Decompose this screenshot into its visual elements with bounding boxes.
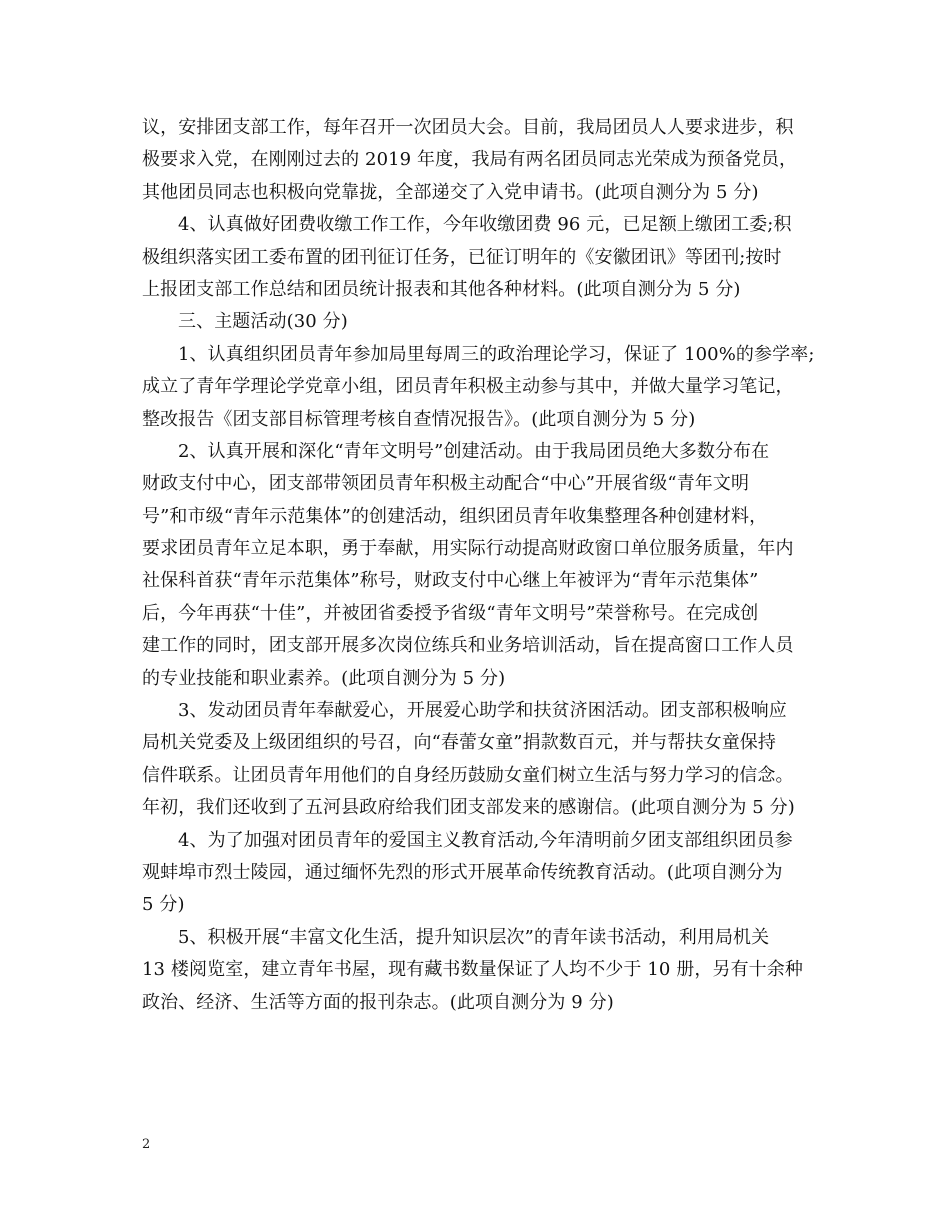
paragraph-line: 5 分) bbox=[142, 894, 185, 916]
paragraph-line: 极要求入党，在刚刚过去的 2019 年度，我局有两名团员同志光荣成为预备党员， bbox=[142, 149, 798, 171]
paragraph-line: 政治、经济、生活等方面的报刊杂志。(此项自测分为 9 分) bbox=[142, 991, 614, 1013]
paragraph-line: 整改报告《团支部目标管理考核自查情况报告》。(此项自测分为 5 分) bbox=[142, 408, 696, 430]
paragraph-line: 其他团员同志也积极向党靠拢，全部递交了入党申请书。(此项自测分为 5 分) bbox=[142, 181, 759, 203]
paragraph-line: 信件联系。让团员青年用他们的自身经历鼓励女童们树立生活与努力学习的信念。 bbox=[142, 764, 794, 786]
page-number: 2 bbox=[142, 1137, 151, 1152]
paragraph-line: 要求团员青年立足本职，勇于奉献，用实际行动提高财政窗口单位服务质量，年内 bbox=[142, 538, 794, 560]
paragraph-line: 后，今年再获“十佳”，并被团省委授予省级“青年文明号”荣誉称号。在完成创 bbox=[142, 602, 759, 624]
paragraph-line: 议，安排团支部工作，每年召开一次团员大会。目前，我局团员人人要求进步，积 bbox=[142, 117, 794, 138]
paragraph-line: 4、认真做好团费收缴工作工作，今年收缴团费 96 元，已足额上缴团工委;积 bbox=[178, 214, 792, 236]
document-body bbox=[142, 112, 815, 1019]
paragraph-line: 极组织落实团工委布置的团刊征订任务，已征订明年的《安徽团讯》等团刊;按时 bbox=[142, 246, 782, 268]
paragraph-line: 4、为了加强对团员青年的爱国主义教育活动,今年清明前夕团支部组织团员参 bbox=[178, 829, 793, 851]
paragraph-line: 建工作的同时，团支部开展多次岗位练兵和业务培训活动，旨在提高窗口工作人员 bbox=[142, 635, 794, 657]
paragraph-line: 号”和市级“青年示范集体”的创建活动，组织团员青年收集整理各种创建材料， bbox=[142, 505, 768, 527]
paragraph-line: 的专业技能和职业素养。(此项自测分为 5 分) bbox=[142, 667, 506, 689]
paragraph-line: 局机关党委及上级团组织的号召，向“春蕾女童”捐款数百元，并与帮扶女童保持 bbox=[142, 732, 777, 754]
paragraph-line: 上报团支部工作总结和团员统计报表和其他各种材料。(此项自测分为 5 分) bbox=[142, 278, 741, 300]
paragraph-line: 年初，我们还收到了五河县政府给我们团支部发来的感谢信。(此项自测分为 5 分) bbox=[142, 797, 795, 819]
paragraph-line: 观蚌埠市烈士陵园，通过缅怀先烈的形式开展革命传统教育活动。(此项自测分为 bbox=[142, 861, 783, 883]
paragraph-line: 1、认真组织团员青年参加局里每周三的政治理论学习，保证了 100%的参学率; bbox=[178, 343, 815, 365]
paragraph-line: 社保科首获“青年示范集体”称号，财政支付中心继上年被评为“青年示范集体” bbox=[142, 570, 759, 592]
paragraph-line: 13 楼阅览室，建立青年书屋，现有藏书数量保证了人均不少于 10 册，另有十余种 bbox=[142, 959, 803, 981]
paragraph-line: 5、积极开展“丰富文化生活，提升知识层次”的青年读书活动，利用局机关 bbox=[178, 926, 770, 948]
paragraph-line: 3、发动团员青年奉献爱心，开展爱心助学和扶贫济困活动。团支部积极响应 bbox=[178, 700, 787, 722]
paragraph-line: 2、认真开展和深化“青年文明号”创建活动。由于我局团员绝大多数分布在 bbox=[178, 440, 770, 462]
section-heading: 三、主题活动(30 分) bbox=[178, 311, 348, 333]
paragraph-line: 成立了青年学理论学党章小组，团员青年积极主动参与其中，并做大量学习笔记， bbox=[142, 376, 794, 398]
paragraph-line: 财政支付中心，团支部带领团员青年积极主动配合“中心”开展省级“青年文明 bbox=[142, 473, 750, 495]
